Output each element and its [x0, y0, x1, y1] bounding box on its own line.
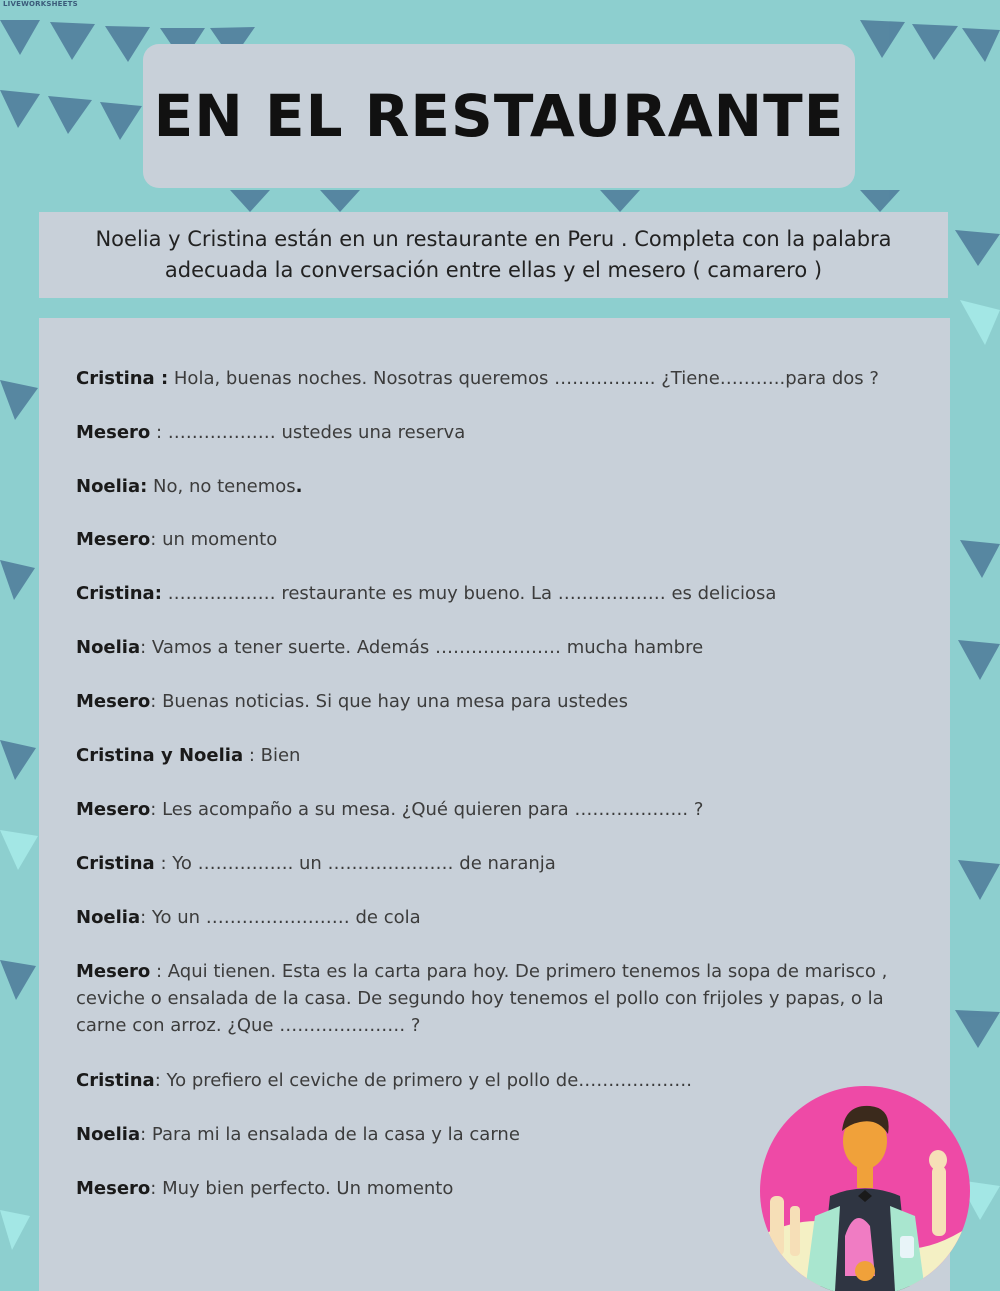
dialogue-line [76, 365, 926, 392]
waiter-illustration [760, 1086, 970, 1291]
dialogue-text: : Para mi la ensalada de la casa y la carne [140, 1124, 520, 1145]
speaker-name: Mesero [76, 422, 151, 443]
dialogue-line [76, 796, 926, 823]
dialogue-text: : Bien [243, 745, 301, 766]
dialogue-line [76, 904, 926, 931]
dialogue-line [76, 688, 926, 715]
dialogue-text: : Vamos a tener suerte. Además ………………… mucha hambre [140, 637, 704, 658]
speaker-name: Mesero [76, 961, 151, 982]
dialogue-text: : un momento [150, 529, 278, 550]
speaker-name: Noelia [76, 1124, 141, 1145]
dialogue-text: : Yo ……………. un ………………… de naranja [154, 853, 556, 874]
dialogue-text: : Yo prefiero el ceviche de primero y el pollo de………………. [154, 1070, 692, 1091]
speaker-name: Mesero [76, 1178, 151, 1199]
intro-text [74, 224, 914, 286]
page-title: EN EL RESTAURANTE [153, 82, 845, 150]
speaker-name: Mesero [76, 799, 151, 820]
dialogue-text: Hola, buenas noches. Nosotras queremos …………….. ¿Tiene………..para dos ? [168, 368, 879, 389]
speaker-name: Noelia [76, 907, 141, 928]
dialogue-line [76, 473, 926, 500]
speaker-name: Noelia [76, 637, 141, 658]
speaker-name: Noelia: [76, 476, 148, 497]
dialogue-text: : Yo un …………………… de cola [140, 907, 421, 928]
dialogue-text: ……………… restaurante es muy bueno. La ……………… es deliciosa [161, 583, 777, 604]
dialogue-line [76, 419, 926, 446]
dialogue-suffix: . [295, 476, 303, 497]
speaker-name: Cristina [76, 853, 155, 874]
dialogue-line [76, 850, 926, 877]
dialogue-line [76, 580, 926, 607]
dialogue-line [76, 958, 926, 1039]
speaker-name: Cristina : [76, 368, 169, 389]
dialogue-text: : Aqui tienen. Esta es la carta para hoy. De primero tenemos la sopa de marisco , ceviche o ensalada de la casa. De segundo hoy tenemos el pollo con frijoles y papas, o la carne con arroz. ¿Que ………………… ? [76, 961, 888, 1036]
intro-panel [39, 212, 948, 298]
dialogue-text: : Muy bien perfecto. Un momento [150, 1178, 454, 1199]
speaker-name: Cristina: [76, 583, 162, 604]
intro-line-2: adecuada la conversación entre ellas y el mesero ( camarero ) [164, 258, 823, 282]
speaker-name: Cristina [76, 1070, 155, 1091]
intro-line-1: Noelia y Cristina están en un restaurante en Peru . Completa con la palabra [95, 227, 892, 251]
watermark-text: LIVEWORKSHEETS [3, 0, 78, 8]
speaker-name: Mesero [76, 529, 151, 550]
speaker-name: Cristina y Noelia [76, 745, 244, 766]
dialogue-text: : ……………… ustedes una reserva [150, 422, 466, 443]
dialogue-line [76, 742, 926, 769]
dialogue-line [76, 526, 926, 553]
dialogue-text: : Buenas noticias. Si que hay una mesa para ustedes [150, 691, 628, 712]
speaker-name: Mesero [76, 691, 151, 712]
dialogue-text: : Les acompaño a su mesa. ¿Qué quieren para ………………. ? [150, 799, 704, 820]
title-panel [143, 44, 855, 188]
dialogue-text: No, no tenemos [147, 476, 296, 497]
dialogue-line [76, 634, 926, 661]
